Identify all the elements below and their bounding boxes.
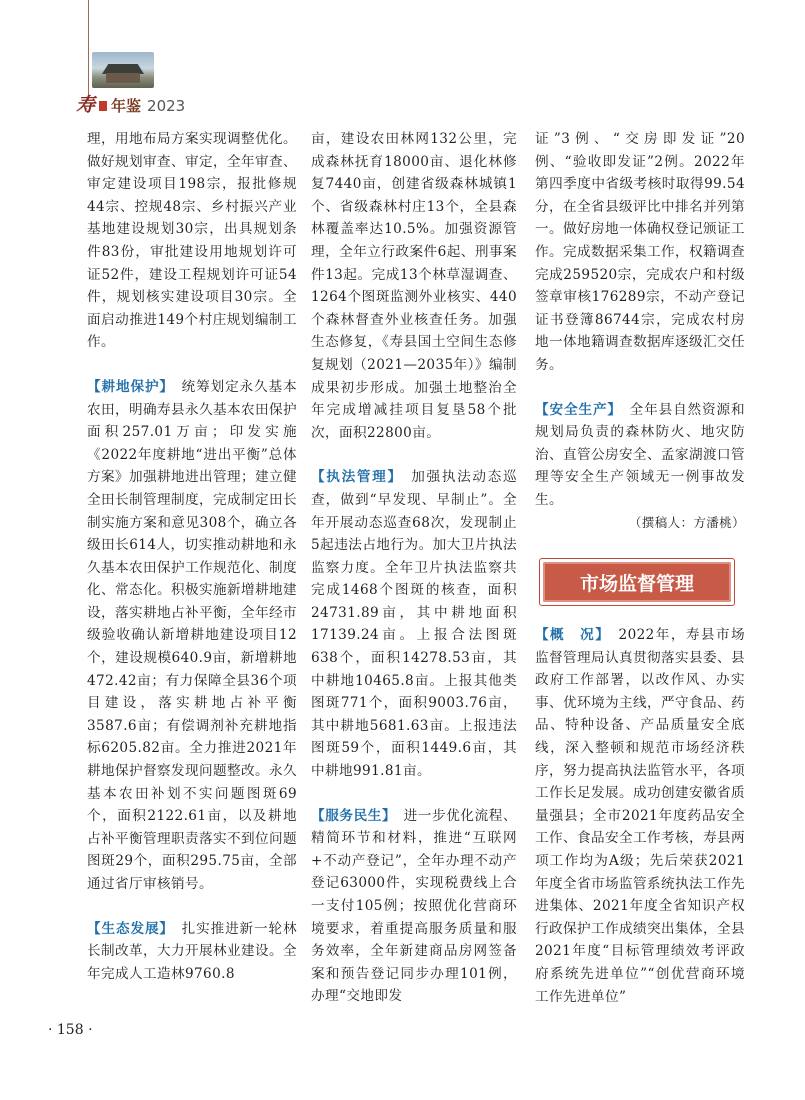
yearbook-brand: [76, 90, 185, 117]
brand-text: 年鉴: [111, 97, 142, 115]
column-3: [535, 128, 745, 1008]
paragraph: 理，用地布局方案实现调整优化。做好规划审查、审定，全年审查、审定建设项目198宗，报批修规44宗、控规48宗、乡村振兴产业基地建设规划30宗，出具规划条件83份，审批建设用地规划许可证52件，建设工程规划许可证54件，规划核实建设项目30宗。全面启动推进149个村庄规划编制工作。: [87, 131, 297, 351]
header-banner-image: [92, 52, 154, 88]
section-law-enforcement: [311, 466, 517, 782]
page-number: · 158 ·: [48, 1022, 93, 1038]
section-heading: 【安全生产】: [535, 401, 616, 418]
section-heading: 【生态发展】: [87, 920, 168, 937]
section-body: 扎实推进新一轮林长制改革，大力开展林业建设。全年完成人工造林9760.8: [87, 920, 297, 982]
section-body: 加强执法动态巡查，做到“早发现、早制止”。全年开展动态巡查68次，发现制止5起违法占地行为。加大卫片执法监察力度。全年卫片执法监察共完成1468个图斑的核查，面积24731.89亩，其中耕地面积17139.24亩。上报合法图斑638个，面积14278.53亩，其中耕地10465.8亩。上报其他类图斑771个，面积9003.76亩，其中耕地5681.63亩。上报违法图斑59个，面积1449.6亩，其中耕地991.81亩。: [311, 469, 517, 780]
section-farmland-protection: [87, 376, 297, 896]
section-body: 进一步优化流程、精简环节和材料，推进“互联网+不动产登记”，全年办理不动产登记63000件，实现税费线上合一支付105例；按照优化营商环境要求，着重提高服务质量和服务效率，全年新建商品房网签备案和预告登记同步办理101例，办理“交地即发: [311, 807, 517, 1005]
chapter-title-box: [539, 558, 735, 606]
chapter-title: 市场监督管理: [543, 562, 731, 602]
section-body: 全年县自然资源和规划局负责的森林防火、地灾防治、直管公房安全、孟家湖渡口管理等安全生产领域无一例事故发生。: [535, 401, 745, 508]
brand-year: 2023: [147, 97, 186, 115]
author-credit: （撰稿人：方潘桃）: [628, 514, 745, 530]
section-public-service: [311, 805, 517, 1008]
section-heading: 【概 况】: [535, 627, 604, 644]
section-work-safety: [535, 399, 745, 512]
section-overview: [535, 624, 745, 1008]
section-body: 统筹划定永久基本农田，明确寿县永久基本农田保护面积257.01万亩；印发实施《2022年度耕地“进出平衡”总体方案》加强耕地进出管理；建立健全田长制管理制度，完成制定田长制实施方案和意见308个，确立各级田长614人，切实推动耕地和永久基本农田保护工作规范化、制度化、常态化。积极实施新增耕地建设，落实耕地占补平衡，全年经市级验收确认新增耕地建设项目12个，建设规模640.9亩，新增耕地472.42亩；有力保障全县36个项目建设，落实耕地占补平衡3587.6亩；有偿调剂补充耕地指标6205.82亩。全力推进2021年耕地保护督察发现问题整改。永久基本农田补划不实问题图斑69个，面积2122.61亩，以及耕地占补平衡管理职责落实不到位问题图斑29个，面积295.75亩，全部通过省厅审核销号。: [87, 378, 297, 892]
seal-icon: [99, 101, 107, 111]
pavilion-hall-icon: [106, 73, 140, 83]
section-ecological-development: [87, 918, 297, 986]
header-rule: [88, 0, 89, 100]
paragraph: 证”3例、“交房即发证”20例、“验收即发证”2例。2022年第四季度中省级考核时取得99.54分，在全省县级评比中排名并列第一。做好房地一体确权登记颁证工作。完成数据采集工作，权籍调查完成259520宗，完成农户和村级签章审核176289宗，不动产登记证书登簿86744宗，完成农村房地一体地籍调查数据库逐级汇交任务。: [535, 131, 745, 373]
section-heading: 【耕地保护】: [87, 378, 168, 395]
column-1: [87, 128, 297, 985]
section-body: 2022年，寿县市场监督管理局认真贯彻落实县委、县政府工作部署，以改作风、办实事、优环境为主线，严守食品、药品、特种设备、产品质量安全底线，深入整顿和规范市场经济秩序，努力提高执法监管水平，各项工作长足发展。成功创建安徽省质量强县；全市2021年度药品安全工作、食品安全工作考核，寿县两项工作均为A级；先后荣获2021年度全省市场监管系统执法工作先进集体、2021年度全省知识产权行政保护工作成绩突出集体，全县2021年度“目标管理绩效考评政府系统先进单位”“创优营商环境工作先进单位”: [535, 627, 746, 1005]
paragraph: 亩，建设农田林网132公里，完成森林抚育18000亩、退化林修复7440亩，创建省级森林城镇1个、省级森林村庄13个，全县森林覆盖率达10.5%。加强资源管理，全年立行政案件6起、刑事案件13起。完成13个林草湿调查、1264个图斑监测外业核实、440个森林督查外业核查任务。加强生态修复，《寿县国土空间生态修复规划（2021—2035年）》编制成果初步形成。加强土地整治全年完成增减挂项目复垦58个批次，面积22800亩。: [311, 131, 517, 441]
section-heading: 【服务民生】: [311, 807, 390, 824]
column-2: [311, 128, 517, 1008]
section-heading: 【执法管理】: [311, 469, 396, 486]
brand-character: 寿: [76, 94, 96, 116]
